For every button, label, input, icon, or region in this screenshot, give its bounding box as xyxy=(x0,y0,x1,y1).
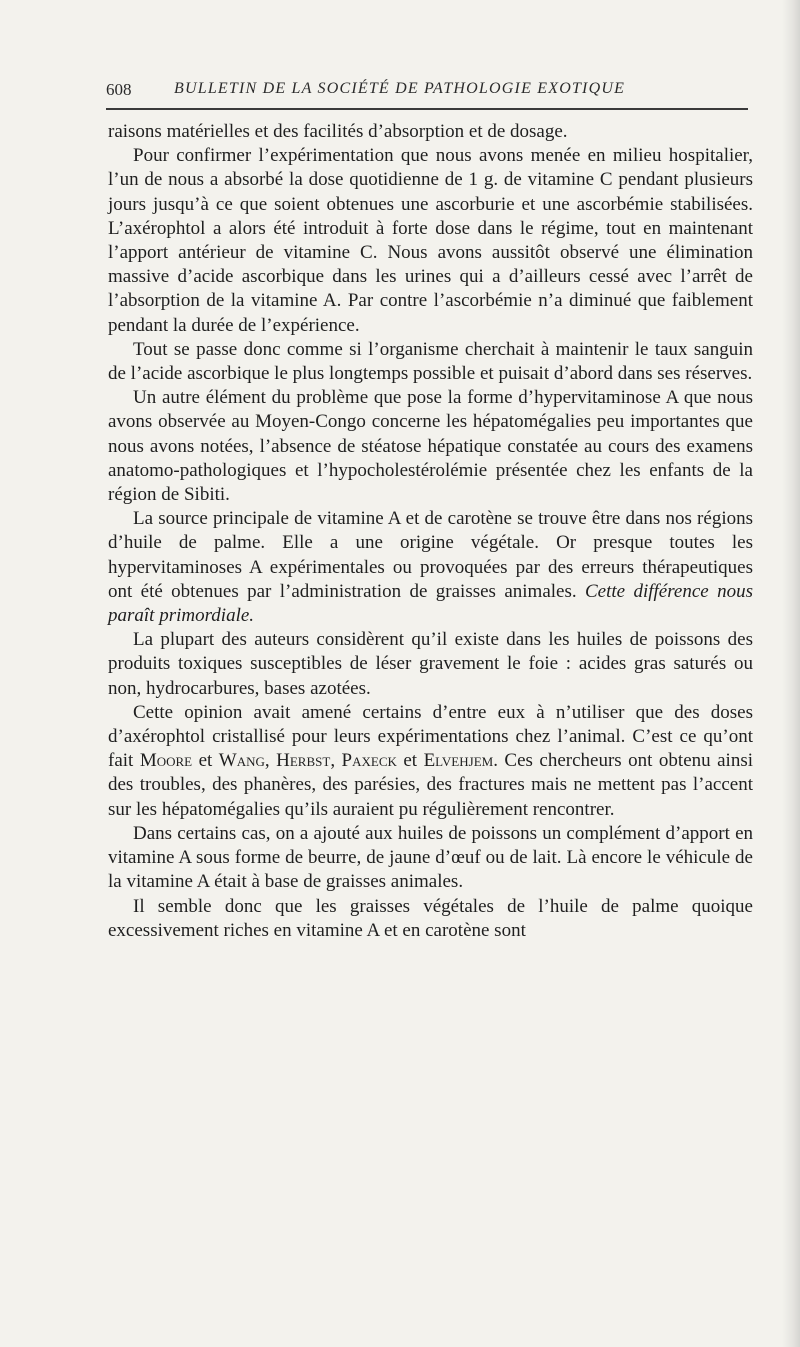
page-number: 608 xyxy=(106,80,132,99)
paragraph-2: Pour confirmer l’expérimentation que nous avons menée en milieu hospitalier, l’un de nous a absorbé la dose quotidienne de 1 g. de vitamine C pendant plusieurs jours jusqu’à ce que soient obtenues une ascorburie et une ascorbémie stabilisées. L’axérophtol a alors été introduit à forte dose dans le régime, tout en maintenant l’apport antérieur de vitamine C. Nous avons aussitôt observé une élimination massive d’acide ascorbique dans les urines qui a d’ailleurs cessé avec l’arrêt de l’absorption de la vitamine A. Par contre l’ascorbémie n’a diminué que faiblement pendant la durée de l’expérience. xyxy=(108,145,753,336)
paragraph-9: Il semble donc que les graisses végétales de l’huile de palme quoique excessivement riches en vitamine A et en carotène sont xyxy=(108,895,753,941)
paragraph-5 xyxy=(108,507,753,628)
paragraph-7-text-f: . Ces chercheurs ont obtenu ainsi des troubles, des phanères, des parésies, des fractures mais ne mettent pas l’accent sur les hépatomégalies qu’ils auraient pu régulièrement rencontrer. xyxy=(108,750,754,820)
paragraph-6: La plupart des auteurs considèrent qu’il existe dans les huiles de poissons des produits toxiques susceptibles de léser gravement le foie : acides gras saturés ou non, hydrocarbures, bases azotées. xyxy=(108,629,753,699)
header-rule xyxy=(106,108,748,110)
page-edge-shadow xyxy=(782,0,800,1347)
paragraph-7-text-c: , xyxy=(264,750,277,772)
author-name-elvehjem: Elvehjem xyxy=(423,750,494,772)
paragraph-5-text: La source principale de vitamine A et de carotène se trouve être dans nos régions d’huile de palme. Elle a une origine végétale. Or presque toutes les hypervitaminoses A expérimentales ou provoquées par des erreurs thérapeutiques ont été obtenues par l’administration de graisses animales. xyxy=(108,508,753,602)
paragraph-1: raisons matérielles et des facilités d’absorption et de dosage. xyxy=(108,121,568,142)
paragraph-5-italic-emphasis: Cette différence nous paraît primordiale. xyxy=(108,580,753,627)
author-name-herbst: Herbst xyxy=(276,750,331,772)
author-name-paxeck: Paxeck xyxy=(341,750,397,772)
author-name-moore: Moore xyxy=(139,750,193,772)
paragraph-7-text-a: Cette opinion avait amené certains d’entre eux à n’utiliser que des doses d’axérophtol cristallisé pour leurs expérimentations chez l’animal. C’est ce qu’ont fait xyxy=(108,701,753,772)
paragraph-3: Tout se passe donc comme si l’organisme cherchait à maintenir le taux sanguin de l’acide ascorbique le plus longtemps possible et puisait d’abord dans ses réserves. xyxy=(108,338,753,385)
paragraph-4: Un autre élément du problème que pose la forme d’hypervitaminose A que nous avons observée au Moyen-Congo concerne les hépatomégalies peu importantes que nous avons notées, l’absence de stéatose hépatique constatée au cours des examens anatomo-pathologiques et l’hypocholestérolémie présentée chez les enfants de la région de Sibiti. xyxy=(108,387,753,506)
page-header xyxy=(106,76,750,106)
paragraph-8: Dans certains cas, on a ajouté aux huiles de poissons un complément d’apport en vitamine A sous forme de beurre, de jaune d’œuf ou de lait. Là encore le véhicule de la vitamine A était à base de graisses animales. xyxy=(108,822,753,893)
paragraph-7-text-d: , xyxy=(330,750,342,772)
paragraph-7-text-e: et xyxy=(396,750,424,772)
paragraph-7-text-b: et xyxy=(192,750,219,772)
running-title: BULLETIN DE LA SOCIÉTÉ DE PATHOLOGIE EXOTIQUE xyxy=(174,80,626,97)
article-body xyxy=(108,120,753,943)
paragraph-7 xyxy=(108,701,753,822)
author-name-wang: Wang xyxy=(218,750,265,772)
